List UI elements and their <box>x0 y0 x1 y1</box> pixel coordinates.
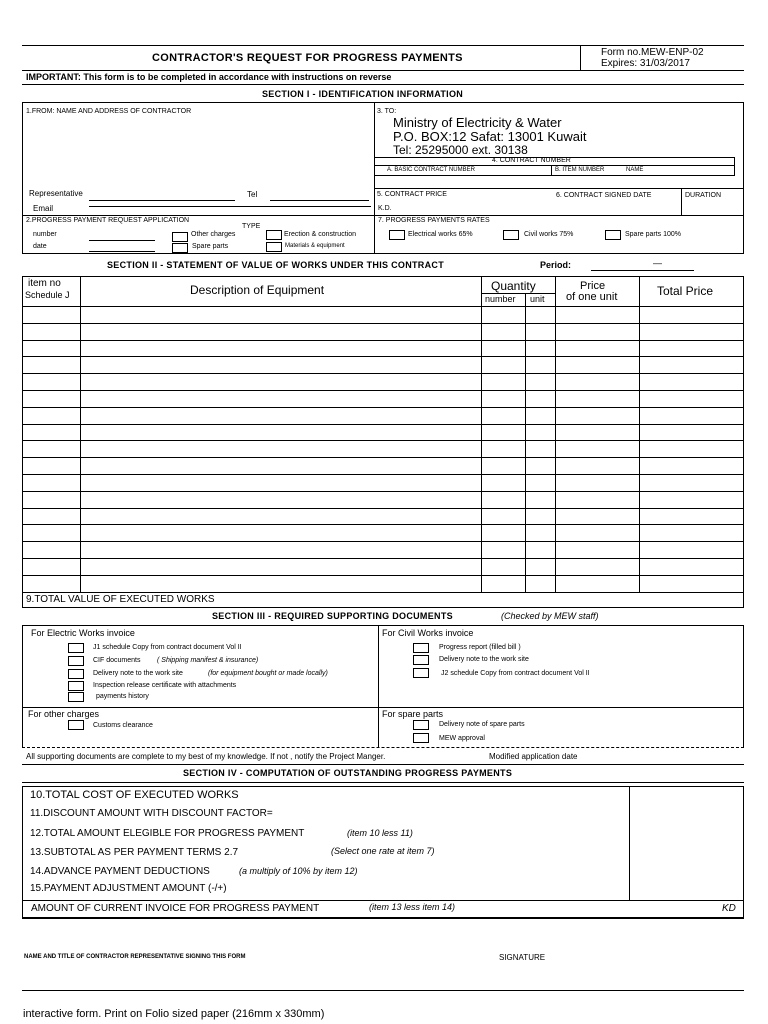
col-total: Total Price <box>657 284 714 298</box>
table-row-line-15 <box>22 558 744 559</box>
rule <box>22 707 744 708</box>
section4-title: SECTION IV - COMPUTATION OF OUTSTANDING PROGRESS PAYMENTS <box>183 768 513 778</box>
customs-label: Customs clearance <box>93 722 153 729</box>
rule <box>551 165 552 175</box>
progress-request-label: 2.PROGRESS PAYMENT REQUEST APPLICATION <box>26 217 190 224</box>
rates-label: 7. PROGRESS PAYMENTS RATES <box>378 217 490 224</box>
rule <box>22 900 744 901</box>
print-note: interactive form. Print on Folio sized paper (216mm x 330mm) <box>23 1008 325 1020</box>
section3-dashed-line <box>22 747 744 748</box>
spare-parts-checkbox[interactable] <box>172 243 188 253</box>
table-row-line-12 <box>22 508 744 509</box>
contract-number-label: 4. CONTRACT NUMBER <box>492 157 571 164</box>
civil-delivery-label: Delivery note to the work site <box>439 656 529 663</box>
contract-signed-date-label: 6. CONTRACT SIGNED DATE <box>556 192 652 199</box>
row16-note: (item 13 less item 14) <box>369 902 456 912</box>
cif-note: ( Shipping manifest & insurance) <box>157 657 259 664</box>
electric-works-title: For Electric Works invoice <box>31 628 135 638</box>
section3-checked-by: (Checked by MEW staff) <box>501 611 599 621</box>
rule <box>22 84 744 85</box>
table-row-line-8 <box>22 440 744 441</box>
from-label: 1.FROM: NAME AND ADDRESS OF CONTRACTOR <box>26 108 192 115</box>
total-value-label: 9.TOTAL VALUE OF EXECUTED WORKS <box>26 594 215 605</box>
rule <box>22 625 23 747</box>
customs-checkbox[interactable] <box>68 720 84 730</box>
table-header-bottom <box>22 306 744 307</box>
rule <box>22 102 23 253</box>
erection-label: Erection & construction <box>284 231 356 238</box>
rule <box>743 625 744 747</box>
rule <box>22 253 744 254</box>
section2-title: SECTION II - STATEMENT OF VALUE OF WORKS UNDER THIS CONTRACT <box>107 260 444 270</box>
other-charges-checkbox[interactable] <box>172 232 188 242</box>
type-label: TYPE <box>242 223 261 230</box>
section3-title: SECTION III - REQUIRED SUPPORTING DOCUMENTS <box>212 611 453 621</box>
table-column-line-3 <box>525 293 526 592</box>
table-row-line-14 <box>22 541 744 542</box>
header-divider <box>580 45 581 70</box>
request-number-field[interactable] <box>89 240 155 241</box>
rule <box>22 786 744 787</box>
item-name-label: NAME <box>626 167 644 173</box>
col-item-no: item no <box>28 278 61 289</box>
period-field[interactable] <box>591 270 694 271</box>
modified-date-label: Modified application date <box>489 752 578 761</box>
table-row-line-13 <box>22 524 744 525</box>
rule <box>374 188 744 189</box>
table-row-line-10 <box>22 474 744 475</box>
col-price: Price <box>580 280 606 292</box>
col-quantity: Quantity <box>491 279 536 293</box>
to-pobox: P.O. BOX:12 Safat: 13001 Kuwait <box>393 129 587 144</box>
other-charges-label: Other charges <box>191 231 236 238</box>
row16-label: AMOUNT OF CURRENT INVOICE FOR PROGRESS PAYMENT <box>31 903 320 914</box>
email-field[interactable] <box>89 206 371 207</box>
request-date-field[interactable] <box>89 251 155 252</box>
form-title: CONTRACTOR'S REQUEST FOR PROGRESS PAYMENTS <box>152 52 463 64</box>
materials-checkbox[interactable] <box>266 242 282 252</box>
rule <box>743 786 744 918</box>
tel-label: Tel <box>247 190 258 199</box>
spare-parts-title: For spare parts <box>382 709 444 719</box>
electrical-rate-checkbox[interactable] <box>389 230 405 240</box>
col-price-unit: of one unit <box>566 291 618 303</box>
col-number: number <box>485 294 516 304</box>
civil-rate-label: Civil works 75% <box>524 231 574 238</box>
row13-note: (Select one rate at item 7) <box>331 846 435 856</box>
table-row-line-1 <box>22 323 744 324</box>
rule <box>743 102 744 253</box>
table-row-line-4 <box>22 373 744 374</box>
period-dash: — <box>653 258 662 268</box>
signature-label: SIGNATURE <box>499 953 546 962</box>
important-note: IMPORTANT: This form is to be completed in accordance with instructions on reverse <box>26 72 392 82</box>
materials-label: Materials & equipment <box>285 243 345 249</box>
mew-approval-checkbox[interactable] <box>413 733 429 743</box>
row11-label: 11.DISCOUNT AMOUNT WITH DISCOUNT FACTOR= <box>30 808 273 819</box>
name-title-label: NAME AND TITLE OF CONTRACTOR REPRESENTATIVE SIGNING THIS FORM <box>24 954 246 960</box>
col-unit: unit <box>530 294 545 304</box>
j2-schedule-checkbox[interactable] <box>413 668 429 678</box>
number-label: number <box>33 231 57 238</box>
item-number-label: B. ITEM NUMBER <box>555 167 605 173</box>
table-row-line-11 <box>22 491 744 492</box>
table-row-line-9 <box>22 457 744 458</box>
section3-divider <box>378 625 379 747</box>
other-charges-title: For other charges <box>28 709 100 719</box>
delivery-note-label: Delivery note to the work site <box>93 670 183 677</box>
row14-label: 14.ADVANCE PAYMENT DEDUCTIONS <box>30 866 210 877</box>
rule <box>374 175 735 176</box>
spare-rate-label: Spare parts 100% <box>625 231 682 238</box>
kd-label: K.D. <box>378 205 392 212</box>
table-bottom <box>22 592 744 593</box>
inspection-checkbox[interactable] <box>68 681 84 691</box>
section4-divider <box>629 786 630 900</box>
form-expires: Expires: 31/03/2017 <box>601 58 690 69</box>
table-row-line-2 <box>22 340 744 341</box>
to-ministry: Ministry of Electricity & Water <box>393 115 562 130</box>
rule <box>374 165 735 166</box>
table-row-line-3 <box>22 356 744 357</box>
date-label: date <box>33 243 47 250</box>
spare-delivery-label: Delivery note of spare parts <box>439 721 525 728</box>
j2-schedule-label: J2 schedule Copy from contract document Vol II <box>441 670 590 677</box>
representative-field[interactable] <box>89 200 235 201</box>
rule <box>481 293 555 294</box>
payments-history-checkbox[interactable] <box>68 692 84 702</box>
section1-title: SECTION I - IDENTIFICATION INFORMATION <box>262 89 464 99</box>
declaration-text: All supporting documents are complete to my best of my knowledge. If not , notify the Project Manger. <box>26 752 386 761</box>
rule <box>22 102 744 103</box>
spare-rate-checkbox[interactable] <box>605 230 621 240</box>
rule <box>22 625 744 626</box>
header-top-border <box>22 45 744 46</box>
row12-note: (item 10 less 11) <box>347 828 413 838</box>
col-schedule: Schedule J <box>25 290 70 300</box>
rule <box>22 782 744 783</box>
period-label: Period: <box>540 260 572 270</box>
civil-works-title: For Civil Works invoice <box>382 628 474 638</box>
rule <box>681 188 682 215</box>
rule <box>22 990 744 991</box>
header-bottom-border <box>22 70 744 71</box>
j1-schedule-label: J1 schedule Copy from contract document Vol II <box>93 644 242 651</box>
basic-contract-number-label: A. BASIC CONTRACT NUMBER <box>387 167 475 173</box>
spare-parts-label: Spare parts <box>192 243 229 250</box>
row10-label: 10.TOTAL COST OF EXECUTED WORKS <box>30 789 239 801</box>
form-number: Form no.MEW-ENP-02 <box>601 47 704 58</box>
progress-report-checkbox[interactable] <box>413 643 429 653</box>
col-description: Description of Equipment <box>190 283 325 297</box>
rule <box>734 157 735 176</box>
row14-note: (a multiply of 10% by item 12) <box>239 866 358 876</box>
rule <box>22 917 744 919</box>
email-label: Email <box>33 204 54 213</box>
spare-delivery-checkbox[interactable] <box>413 720 429 730</box>
delivery-note-checkbox[interactable] <box>68 669 84 679</box>
table-row-line-16 <box>22 575 744 576</box>
to-label: 3. TO: <box>377 108 397 115</box>
table-row-line-7 <box>22 424 744 425</box>
rule <box>22 215 744 216</box>
inspection-label: Inspection release certificate with attachments <box>93 682 237 689</box>
cif-checkbox[interactable] <box>68 656 84 666</box>
row13-label: 13.SUBTOTAL AS PER PAYMENT TERMS 2.7 <box>30 847 239 858</box>
delivery-note-note: (for equipment bought or made locally) <box>208 670 328 677</box>
row12-label: 12.TOTAL AMOUNT ELEGIBLE FOR PROGRESS PAYMENT <box>30 828 305 839</box>
rule <box>22 786 23 918</box>
payments-history-label: payments history <box>96 693 149 700</box>
electrical-rate-label: Electrical works 65% <box>408 231 473 238</box>
to-tel: Tel: 25295000 ext. 30138 <box>393 143 528 157</box>
rule <box>22 764 744 765</box>
rule <box>22 607 744 608</box>
erection-checkbox[interactable] <box>266 230 282 240</box>
section1-divider <box>374 102 375 253</box>
rule <box>22 276 744 277</box>
mew-approval-label: MEW approval <box>439 735 485 742</box>
table-row-line-6 <box>22 407 744 408</box>
progress-report-label: Progress report (filled bill ) <box>439 644 521 651</box>
tel-field[interactable] <box>270 200 369 201</box>
row15-label: 15.PAYMENT ADJUSTMENT AMOUNT (-/+) <box>30 883 227 894</box>
j1-schedule-checkbox[interactable] <box>68 643 84 653</box>
contract-price-label: 5. CONTRACT PRICE <box>377 191 447 198</box>
table-row-line-5 <box>22 390 744 391</box>
civil-delivery-checkbox[interactable] <box>413 655 429 665</box>
representative-label: Representative <box>29 189 83 198</box>
kd-unit: KD <box>722 903 736 914</box>
civil-rate-checkbox[interactable] <box>503 230 519 240</box>
duration-label: DURATION <box>685 192 722 199</box>
cif-label: CIF documents <box>93 657 141 664</box>
